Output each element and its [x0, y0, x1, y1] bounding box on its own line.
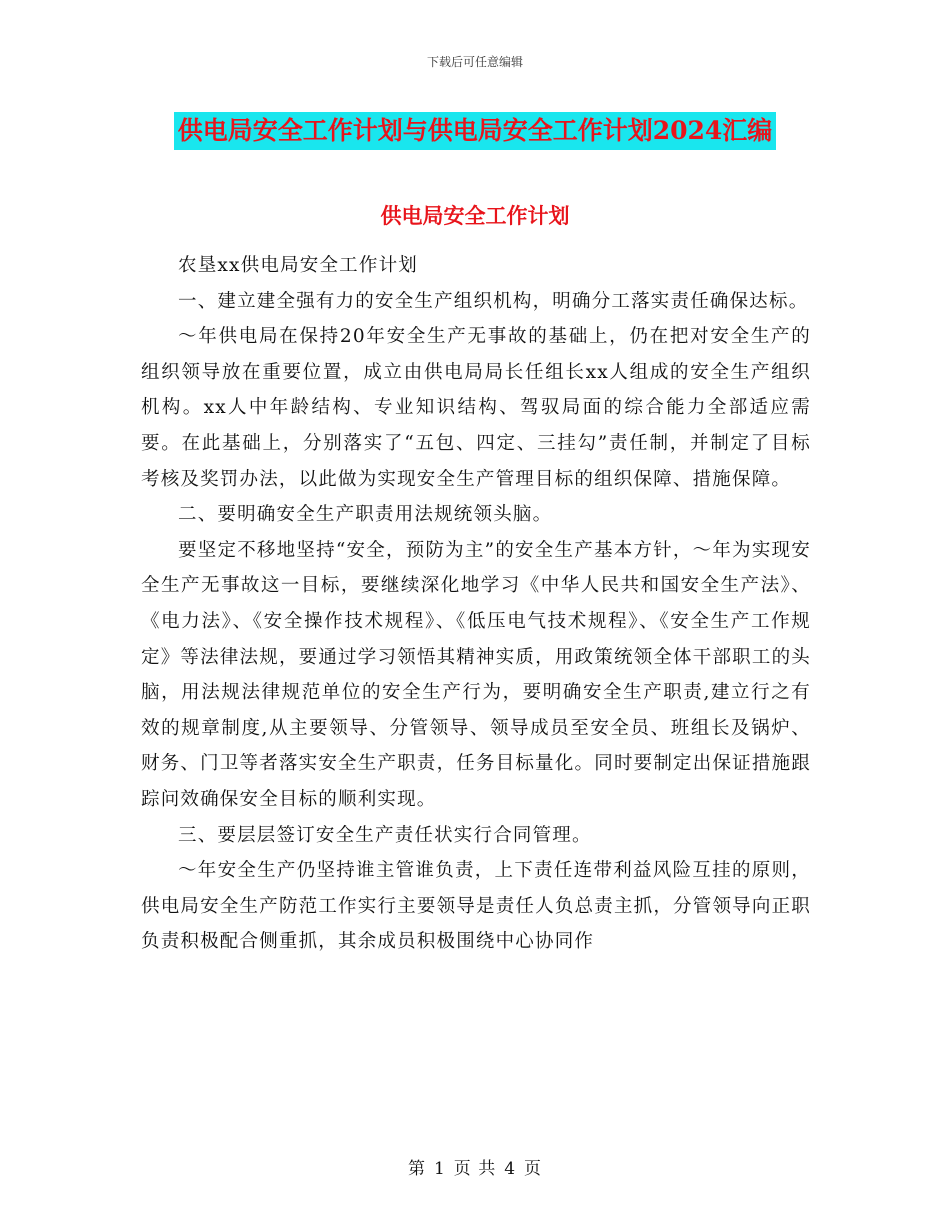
page-label-mid: 页 共: [453, 1159, 497, 1179]
paragraph: 一、建立建全强有力的安全生产组织机构，明确分工落实责任确保达标。: [178, 290, 809, 312]
section-title: 供电局安全工作计划: [380, 203, 570, 228]
doc-title-container: [0, 112, 950, 150]
paragraph: 农垦xx供电局安全工作计划: [178, 255, 418, 276]
total-pages: 4: [504, 1159, 517, 1179]
body-text: [141, 248, 811, 960]
paragraph: ～年供电局在保持20年安全生产无事故的基础上，仍在把对安全生产的组织领导放在重要位置，成立由供电局局长任组长xx人组成的安全生产组织机构。xx人中年龄结构、专业知识结构、驾驭局面的综合能力全部适应需要。在此基础上，分别落实了“五包、四定、三挂勾”责任制，并制定了目标考核及奖罚办法，以此做为实现安全生产管理目标的组织保障、措施保障。: [141, 326, 811, 490]
paragraph: ～年安全生产仍坚持谁主管谁负责，上下责任连带利益风险互挂的原则，供电局安全生产防范工作实行主要领导是责任人负总责主抓，分管领导向正职负责积极配合侧重抓，其余成员积极围绕中心协同作: [141, 860, 811, 953]
paragraph: 二、要明确安全生产职责用法规统领头脑。: [178, 504, 553, 526]
doc-title: 供电局安全工作计划与供电局安全工作计划2024汇编: [174, 112, 777, 150]
header-note: 下载后可任意编辑: [426, 55, 523, 69]
paragraph: 三、要层层签订安全生产责任状实行合同管理。: [178, 824, 592, 846]
paragraph: 要坚定不移地坚持“安全，预防为主”的安全生产基本方针，～年为实现安全生产无事故这一目标，要继续深化地学习《中华人民共和国安全生产法》、《电力法》、《安全操作技术规程》、《低压电气技术规程》、《安全生产工作规定》等法律法规，要通过学习领悟其精神实质，用政策统领全体干部职工的头脑，用法规法律规范单位的安全生产行为，要明确安全生产职责,建立行之有效的规章制度,从主要领导、分管领导、领导成员至安全员、班组长及锅炉、财务、门卫等者落实安全生产职责，任务目标量化。同时要制定出保证措施跟踪问效确保安全目标的顺利实现。: [141, 539, 811, 810]
page-footer: [0, 1154, 950, 1179]
page-label-prefix: 第: [407, 1159, 426, 1179]
page-label-suffix: 页: [524, 1159, 543, 1179]
page-number: 1: [433, 1159, 446, 1179]
